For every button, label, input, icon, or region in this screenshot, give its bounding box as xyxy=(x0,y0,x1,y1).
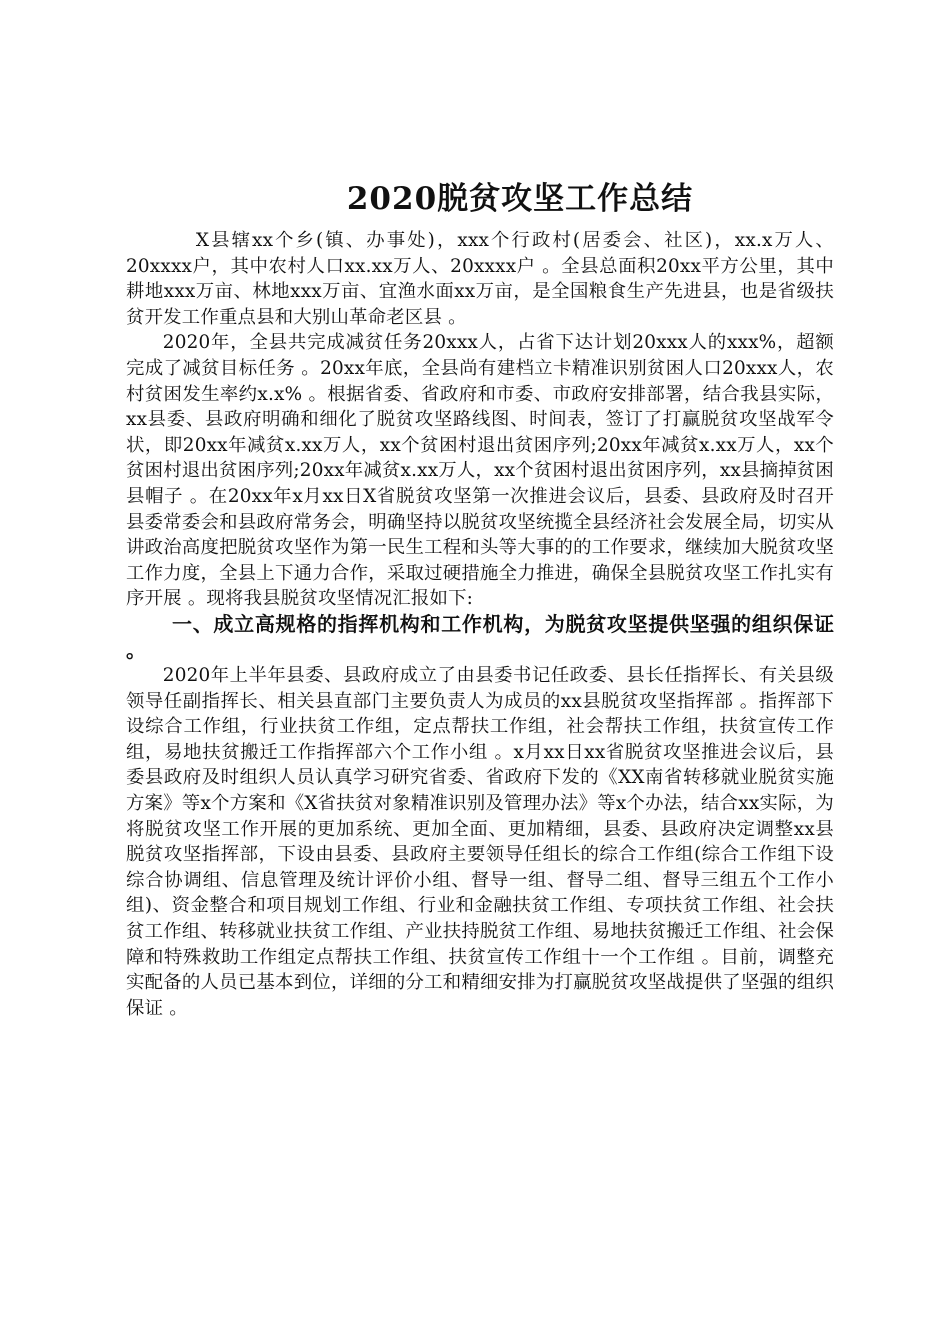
document-page xyxy=(126,176,834,1021)
summary-paragraph: 2020年，全县共完成减贫任务20xxx人，占省下达计划20xxx人的xxx%，超额完成了减贫目标任务 。20xx年底，全县尚有建档立卡精准识别贫困人口20xxx人，农村贫困发生率约x.x% 。根据省委、省政府和市委、市政府安排部署，结合我县实际，xx县委、县政府明确和细化了脱贫攻坚路线图、时间表，签订了打赢脱贫攻坚战军令状，即20xx年减贫x.xx万人，xx个贫困村退出贫困序列;20xx年减贫x.xx万人，xx个贫困村退出贫困序列;20xx年减贫x.xx万人，xx个贫困村退出贫困序列，xx县摘掉贫困县帽子 。在20xx年x月xx日X省脱贫攻坚第一次推进会议后，县委、县政府及时召开县委常委会和县政府常务会，明确坚持以脱贫攻坚统揽全县经济社会发展全局，切实从讲政治高度把脱贫攻坚作为第一民生工程和头等大事的的工作要求，继续加大脱贫攻坚工作力度，全县上下通力合作，采取过硬措施全力推进，确保全县脱贫攻坚工作扎实有序开展 。现将我县脱贫攻坚情况汇报如下: xyxy=(126,332,834,610)
document-title: 2020脱贫攻坚工作总结 xyxy=(346,181,694,217)
section-heading: 一、成立高规格的指挥机构和工作机构，为脱贫攻坚提供坚强的组织保证 。 xyxy=(126,611,834,662)
section-paragraph: 2020年上半年县委、县政府成立了由县委书记任政委、县长任指挥长、有关县级领导任副指挥长、相关县直部门主要负责人为成员的xx县脱贫攻坚指挥部 。指挥部下设综合工作组，行业扶贫工作组，定点帮扶工作组，社会帮扶工作组，扶贫宣传工作组，易地扶贫搬迁工作指挥部六个工作小组 。x月xx日xx省脱贫攻坚推进会议后，县委县政府及时组织人员认真学习研究省委、省政府下发的《XX南省转移就业脱贫实施方案》等x个方案和《X省扶贫对象精准识别及管理办法》等x个办法，结合xx实际，为将脱贫攻坚工作开展的更加系统、更加全面、更加精细，县委、县政府决定调整xx县脱贫攻坚指挥部，下设由县委、县政府主要领导任组长的综合工作组(综合工作组下设综合协调组、信息管理及统计评价小组、督导一组、督导二组、督导三组五个工作小组)、资金整合和项目规划工作组、行业和金融扶贫工作组、专项扶贫工作组、社会扶贫工作组、转移就业扶贫工作组、产业扶持脱贫工作组、易地扶贫搬迁工作组、社会保障和特殊救助工作组定点帮扶工作组、扶贫宣传工作组十一个工作组 。目前，调整充实配备的人员已基本到位，详细的分工和精细安排为打赢脱贫攻坚战提供了坚强的组织保证 。 xyxy=(126,665,834,1019)
intro-paragraph: X县辖xx个乡(镇、办事处)，xxx个行政村(居委会、社区)，xx.x万人、20xxxx户，其中农村人口xx.xx万人、20xxxx户 。全县总面积20xx平方公里，其中耕地xxx万亩、林地xxx万亩、宜渔水面xx万亩，是全国粮食生产先进县，也是省级扶贫开发工作重点县和大别山革命老区县 。 xyxy=(126,230,834,328)
